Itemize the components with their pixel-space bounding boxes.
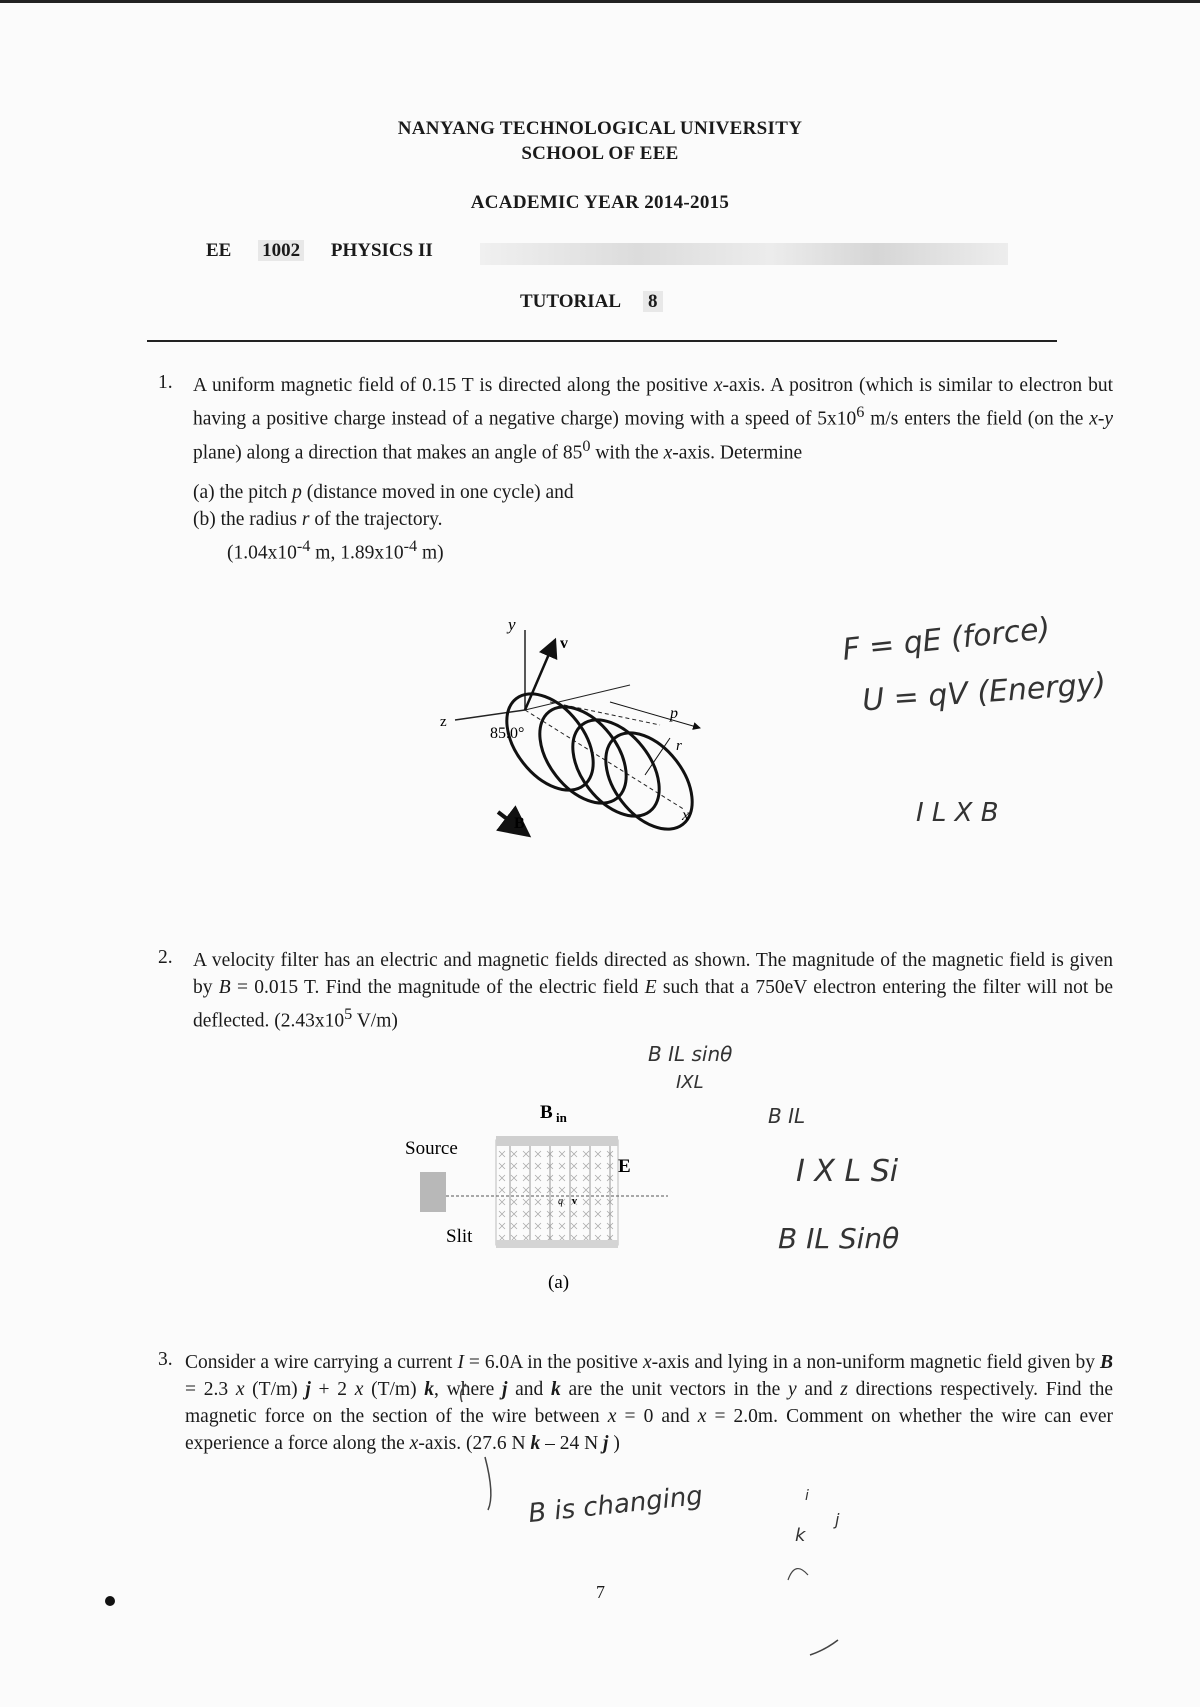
q3-text: Consider a wire carrying a current I = 6.0A in the positive x-axis and lying in a non-uniform magnetic field given by B = 2.3 x (T/m) j + 2 x (T/m) k, where j and k are the unit vectors in the y and z directions respectively. Find the magnetic force on the section of the wire between x = 0 and x = 2.0m. Comment on whether the wire can ever experience a force along the x-axis. (27.6 N k – 24 N j )	[185, 1352, 1114, 1454]
handwritten-ixl: IXL	[676, 1072, 704, 1093]
filter-e-label: E	[618, 1156, 631, 1177]
tutorial-number: 8	[643, 291, 663, 312]
tutorial-label: TUTORIAL	[520, 291, 622, 312]
handwritten-ijk-i: i	[805, 1488, 809, 1504]
school-name: SCHOOL OF EEE	[521, 143, 679, 164]
q1-part-a: (a) the pitch p (distance moved in one cycle) and	[193, 482, 574, 503]
q1-answer: ($1.04x10^{-4}$ m, $1.89x10^{-4}$ m)	[227, 537, 444, 564]
handwritten-force-equation: F = qE (force)	[840, 611, 1052, 668]
filter-source-label: Source	[405, 1138, 458, 1159]
course-prefix: EE	[206, 240, 232, 261]
filter-q-label: q	[558, 1196, 563, 1207]
helix-y-label: y	[508, 615, 516, 634]
course-number: 1002	[258, 240, 304, 261]
helix-x-label: x	[682, 807, 690, 824]
q2-text: A velocity filter has an electric and magnetic fields directed as shown. The magnitude of the magnetic field is given by B = 0.015 T. Find the magnitude of the electric field E such that a 750eV electron entering the filter will not be deflected. ($2.43x10^5$ V/m)	[193, 950, 1113, 1032]
academic-year: ACADEMIC YEAR 2014-2015	[470, 192, 730, 213]
filter-b-subscript: in	[556, 1110, 567, 1125]
q1-text: A uniform magnetic field of 0.15 T is directed along the positive x-axis. A positron (which is similar to electron but having a positive charge instead of a negative charge) moving with a speed of $5x10^6$ m/s enters the field (on the x-y plane) along a direction that makes an angle of $85^0$ with the x-axis. Determine	[193, 375, 1114, 463]
filter-caption: (a)	[548, 1272, 570, 1293]
handwritten-ijk-k: k	[795, 1525, 806, 1546]
helix-z-label: z	[440, 714, 447, 730]
university-name: NANYANG TECHNOLOGICAL UNIVERSITY	[397, 118, 803, 139]
handwritten-ilxb: I L X B	[916, 798, 999, 828]
handwritten-bil-sin-2: B IL Sinθ	[778, 1222, 900, 1255]
handwritten-bil-sin: B IL sinθ	[648, 1042, 733, 1066]
filter-v-label: v	[572, 1196, 577, 1207]
helix-p-label: p	[670, 705, 678, 722]
q1-number: 1.	[158, 372, 173, 393]
handwritten-b-changing: B is changing	[526, 1480, 705, 1530]
helix-v-label: v	[560, 635, 568, 652]
q1-part-b: (b) the radius r of the trajectory.	[193, 509, 443, 530]
course-name: PHYSICS II	[330, 240, 433, 261]
q3-number: 3.	[158, 1349, 173, 1370]
handwritten-energy-equation: U = qV (Energy)	[861, 666, 1108, 719]
helix-b-label: B	[514, 815, 525, 832]
page-number: 7	[596, 1582, 605, 1602]
handwritten-ijk-j: j	[835, 1510, 840, 1529]
filter-b-label: B	[540, 1102, 553, 1123]
handwritten-bil: B IL	[768, 1104, 806, 1128]
q2-number: 2.	[158, 947, 173, 968]
helix-angle-label: 85.0°	[490, 725, 525, 742]
handwritten-ixl-si: I X L Si	[796, 1154, 899, 1189]
helix-r-label: r	[676, 738, 682, 754]
filter-slit-label: Slit	[446, 1226, 473, 1247]
